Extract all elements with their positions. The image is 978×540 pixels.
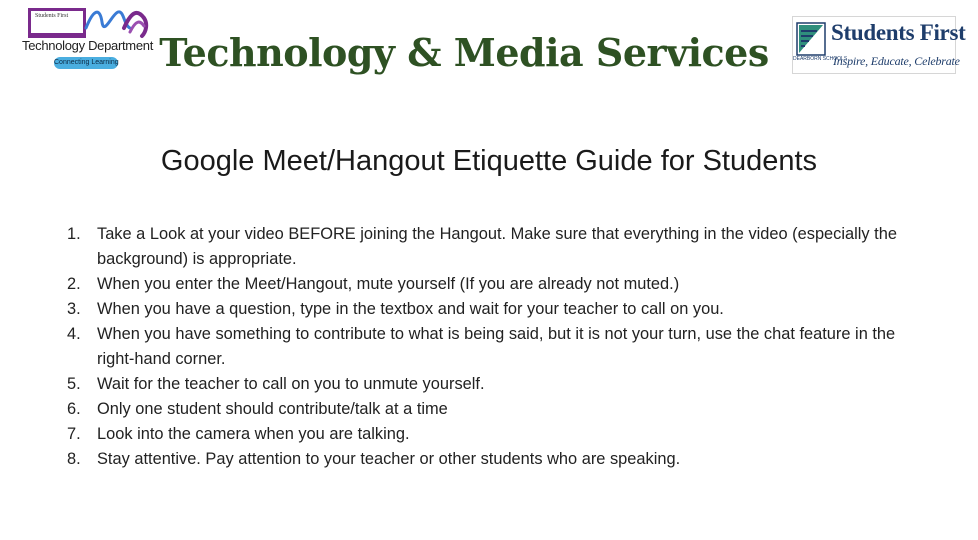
list-item-number: 5. (67, 375, 81, 393)
list-item-number: 4. (67, 325, 81, 343)
department-tagline-badge: Connecting Learning (54, 57, 118, 69)
list-item (67, 297, 897, 322)
document-title: Google Meet/Hangout Etiquette Guide for Students (160, 145, 818, 177)
list-item (67, 397, 897, 422)
list-item-number: 6. (67, 400, 81, 418)
list-item (67, 372, 897, 397)
list-item (67, 222, 897, 272)
list-item (67, 447, 897, 472)
etiquette-rules-list (67, 222, 897, 472)
list-item (67, 422, 897, 447)
students-first-logo (792, 16, 966, 74)
list-item-text: When you have a question, type in the textbox and wait for your teacher to call on you. (97, 300, 724, 318)
list-item-text: When you enter the Meet/Hangout, mute yourself (If you are already not muted.) (97, 275, 680, 293)
list-item-number: 2. (67, 275, 81, 293)
students-first-tagline: Inspire, Educate, Celebrate (833, 54, 960, 68)
monitor-logo-text: Students First (35, 13, 69, 19)
district-name: DEARBORN SCHOOLS (793, 56, 848, 62)
list-item-number: 1. (67, 225, 81, 243)
list-item-number: 7. (67, 425, 81, 443)
list-item-text: Take a Look at your video BEFORE joining the Hangout. Make sure that everything in the video (especially the background) is appropriate. (97, 225, 897, 268)
list-item (67, 322, 897, 372)
school-shield-icon (795, 21, 827, 57)
list-item-number: 8. (67, 450, 81, 468)
list-item-text: Stay attentive. Pay attention to your teacher or other students who are speaking. (97, 450, 681, 468)
list-item (67, 272, 897, 297)
department-name: Technology Department (22, 38, 154, 53)
students-first-name: Students First (831, 20, 966, 45)
list-item-number: 3. (67, 300, 81, 318)
list-item-text: Only one student should contribute/talk at a time (97, 400, 448, 418)
list-item-text: Wait for the teacher to call on you to unmute yourself. (97, 375, 485, 393)
page-title: Technology & Media Services (159, 30, 769, 75)
list-item-text: Look into the camera when you are talking. (97, 425, 410, 443)
list-item-text: When you have something to contribute to what is being said, but it is not your turn, use the chat feature in the right-hand corner. (97, 325, 896, 368)
